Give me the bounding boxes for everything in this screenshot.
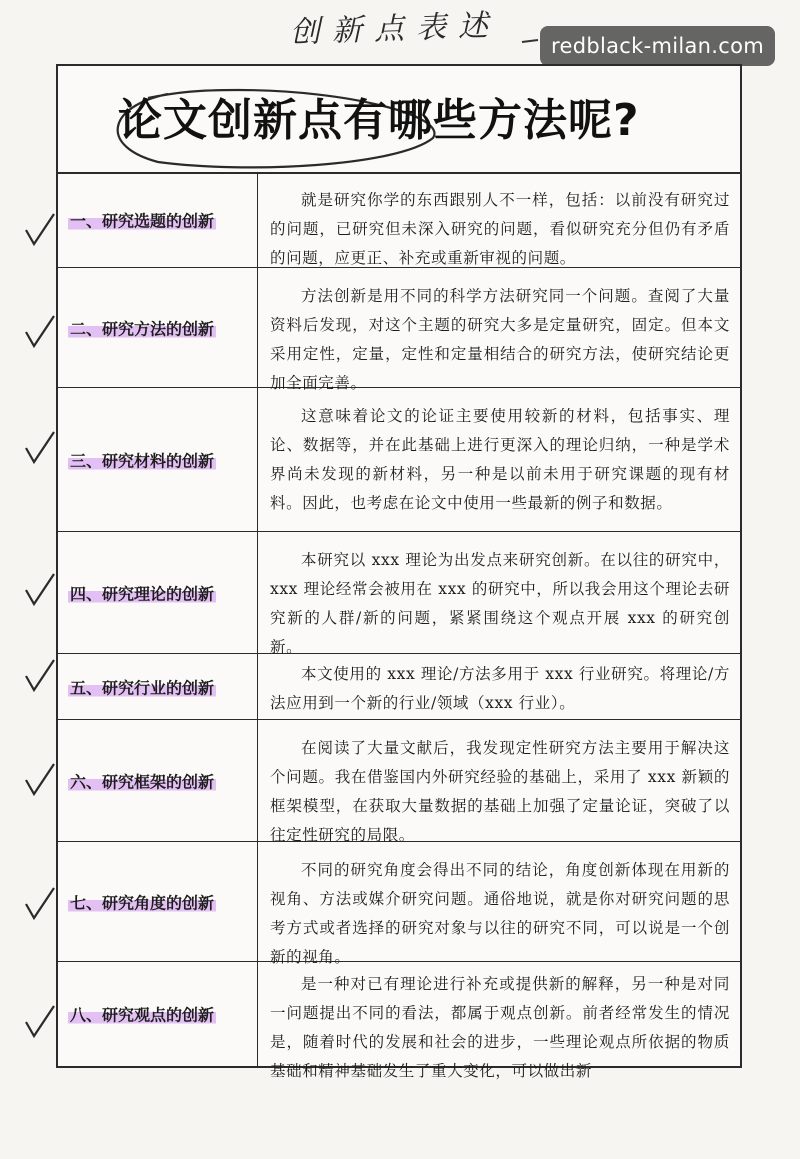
page-title: 论文创新点有哪些方法呢? bbox=[118, 95, 640, 146]
check-mark-icon bbox=[22, 656, 58, 696]
check-mark-icon bbox=[22, 210, 58, 250]
row-label: 二、研究方法的创新 bbox=[70, 319, 215, 338]
handwritten-title: 创新点表述 bbox=[289, 8, 501, 51]
row-body: 不同的研究角度会得出不同的结论，角度创新体现在用新的视角、方法或媒介研究问题。通俗地说，就是你对研究问题的思考方式或者选择的研究对象与以往的研究不同，可以说是一个创新的视角。 bbox=[270, 861, 730, 966]
row-body: 这意味着论文的论证主要使用较新的材料，包括事实、理论、数据等，并在此基础上进行更深入的理论归纳，一种是学术界尚未发现的新材料，另一种是以前未用于研究课题的现有材料。因此，也考虑在论文中使用一些最新的例子和数据。 bbox=[270, 407, 730, 512]
check-mark-icon bbox=[22, 760, 58, 800]
row-label-cell bbox=[58, 268, 258, 387]
check-mark-icon bbox=[22, 312, 58, 352]
row-label: 五、研究行业的创新 bbox=[70, 678, 215, 697]
row-body: 方法创新是用不同的科学方法研究同一个问题。查阅了大量资料后发现，对这个主题的研究大多是定量研究，固定。但本文采用定性，定量，定性和定量相结合的研究方法，使研究结论更加全面完善。 bbox=[270, 287, 730, 392]
row-label: 六、研究框架的创新 bbox=[70, 772, 215, 791]
row-body: 在阅读了大量文献后，我发现定性研究方法主要用于解决这个问题。我在借鉴国内外研究经验的基础上，采用了 xxx 新颖的框架模型，在获取大量数据的基础上加强了定量论证，突破了以往定性研究的局限。 bbox=[270, 739, 730, 844]
table-row bbox=[58, 842, 740, 966]
watermark: redblack-milan.com bbox=[540, 26, 775, 66]
pen-stroke-icon bbox=[520, 30, 540, 50]
row-label: 八、研究观点的创新 bbox=[70, 1005, 215, 1025]
document-table bbox=[56, 64, 742, 1080]
table-row bbox=[58, 388, 740, 532]
row-label: 三、研究材料的创新 bbox=[70, 451, 215, 470]
row-body: 就是研究你学的东西跟别人不一样，包括：以前没有研究过的问题，已研究但未深入研究的问题，看似研究充分但仍有矛盾的问题，应更正、补充或重新审视的问题。 bbox=[270, 191, 730, 267]
table-row bbox=[58, 172, 740, 268]
table-row bbox=[58, 532, 740, 654]
row-label-cell bbox=[58, 388, 258, 531]
row-body: 本研究以 xxx 理论为出发点来研究创新。在以往的研究中，xxx 理论经常会被用在 xxx 的研究中，所以我会用这个理论去研究新的人群/新的问题，紧紧围绕这个观点开展 xxx 的研究创新。 bbox=[270, 551, 730, 656]
row-label-cell bbox=[58, 962, 258, 1066]
row-label-cell bbox=[58, 720, 258, 841]
row-label-cell bbox=[58, 654, 258, 719]
row-label: 四、研究理论的创新 bbox=[70, 584, 215, 603]
table-row bbox=[58, 654, 740, 720]
table-row bbox=[58, 720, 740, 842]
title-row bbox=[58, 66, 740, 174]
check-mark-icon bbox=[22, 570, 58, 610]
check-mark-icon bbox=[22, 884, 58, 924]
row-body: 本文使用的 xxx 理论/方法多用于 xxx 行业研究。将理论/方法应用到一个新的行业/领域（xxx 行业）。 bbox=[270, 665, 730, 712]
check-mark-icon bbox=[22, 428, 58, 468]
row-label: 一、研究选题的创新 bbox=[70, 211, 215, 230]
check-mark-icon bbox=[22, 1002, 58, 1042]
row-label-cell bbox=[58, 172, 258, 267]
row-label-cell bbox=[58, 532, 258, 653]
table-row bbox=[58, 962, 740, 1080]
row-label-cell bbox=[58, 842, 258, 961]
row-label: 七、研究角度的创新 bbox=[70, 893, 215, 912]
table-row bbox=[58, 268, 740, 392]
row-body: 是一种对已有理论进行补充或提供新的解释，另一种是对同一问题提出不同的看法，都属于观点创新。前者经常发生的情况是，随着时代的发展和社会的进步，一些理论观点所依据的物质基础和精神基础发生了重大变化，可以做出新 bbox=[270, 975, 730, 1080]
